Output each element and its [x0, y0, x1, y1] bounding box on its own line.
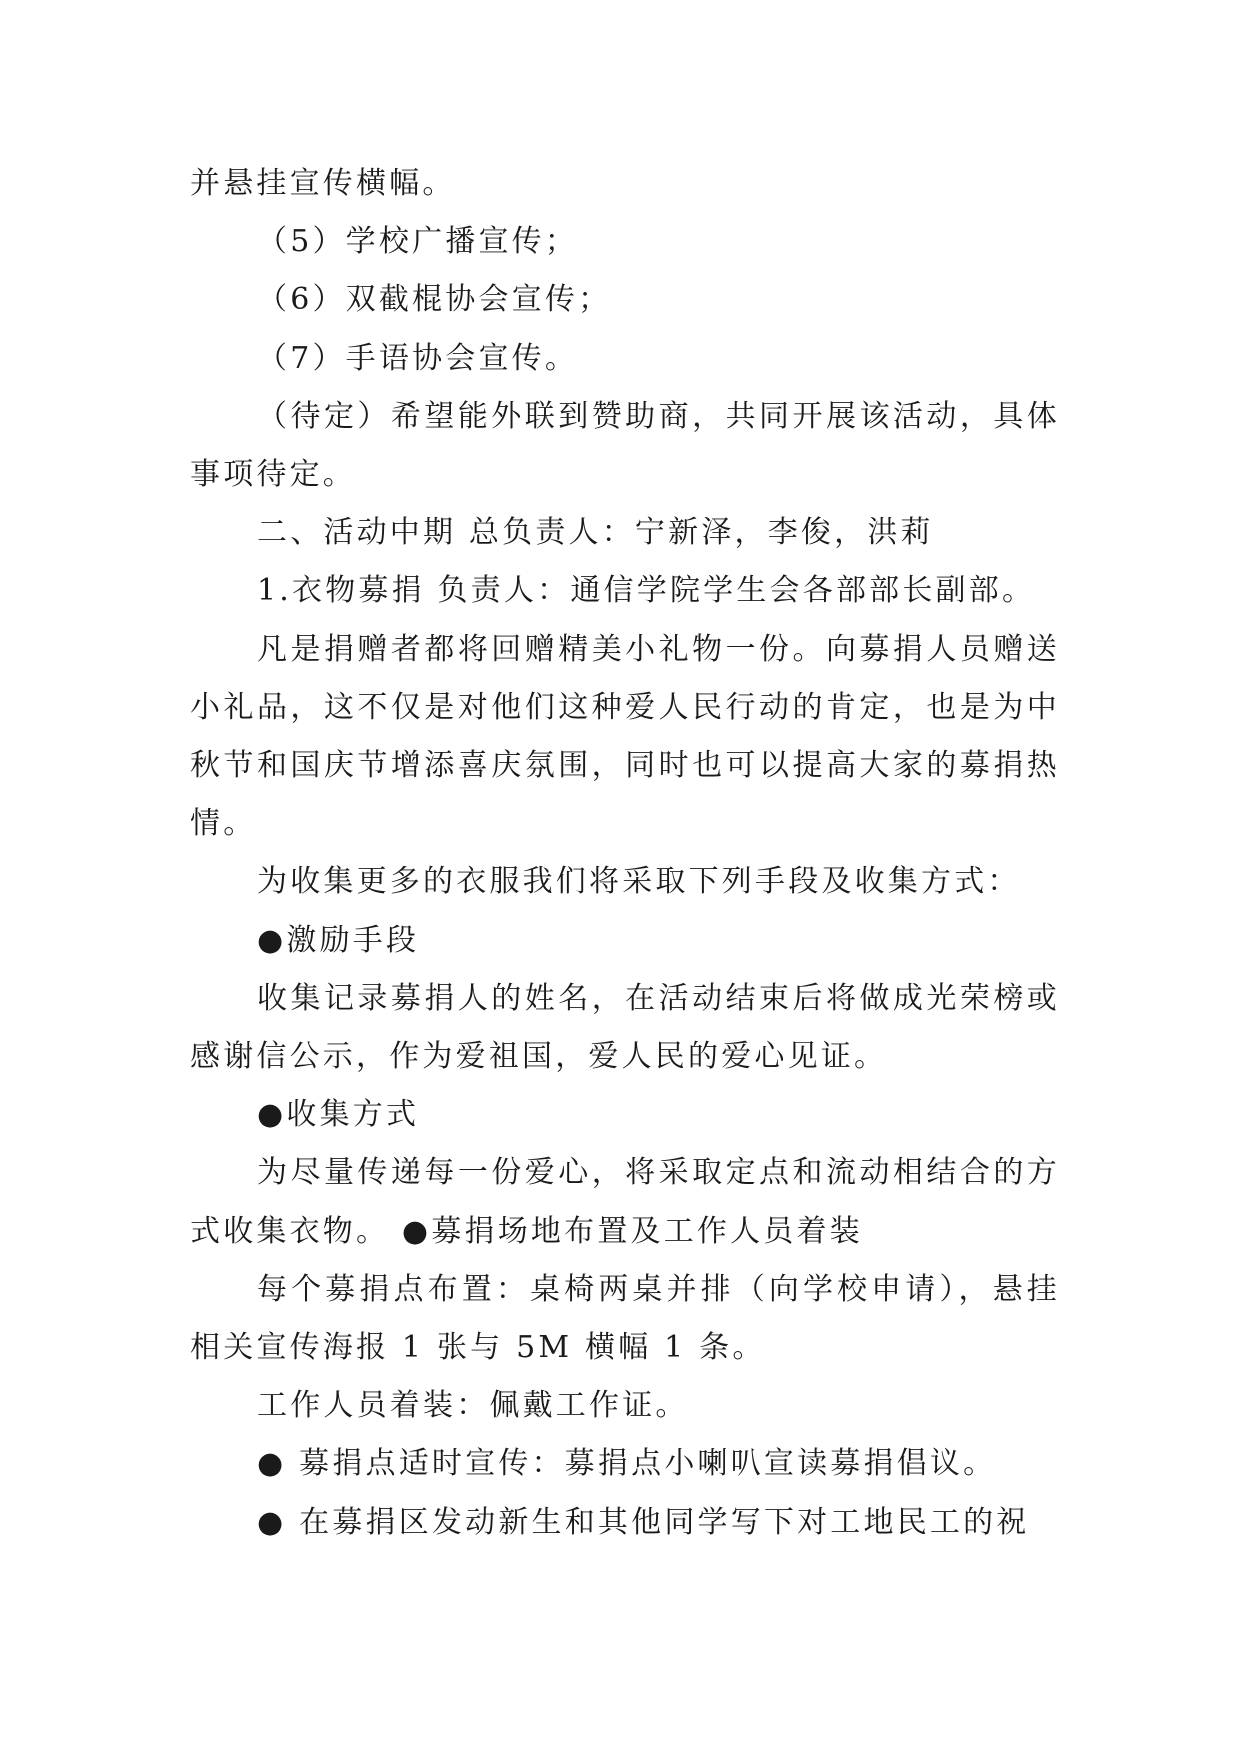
- section-heading-mid-activity: 二、活动中期 总负责人：宁新泽，李俊，洪莉: [257, 515, 934, 551]
- paragraph-gift-return: 凡是捐赠者都将回赠精美小礼物一份。向募捐人员赠送小礼品，这不仅是对他们这种爱人民行动的肯定，也是为中秋节和国庆节增添喜庆氛围，同时也可以提高大家的募捐热情。: [190, 631, 1060, 842]
- bullet-collection-method: ●收集方式: [257, 1097, 420, 1133]
- paragraph-collection-intro: 为收集更多的衣服我们将采取下列手段及收集方式：: [257, 864, 1021, 900]
- bullet-timely-promotion: ● 募捐点适时宣传：募捐点小喇叭宣读募捐倡议。: [257, 1446, 997, 1482]
- paragraph-school-broadcast: （5）学校广播宣传；: [257, 224, 579, 260]
- document-body: [190, 155, 1060, 1552]
- paragraph-nunchaku-association: （6）双截棍协会宣传；: [257, 282, 612, 318]
- paragraph-banner-continuation: 并悬挂宣传横幅。: [190, 166, 456, 201]
- paragraph-sponsor-pending: （待定）希望能外联到赞助商，共同开展该活动，具体事项待定。: [190, 398, 1060, 493]
- paragraph-donation-point-layout: 每个募捐点布置：桌椅两桌并排（向学校申请），悬挂相关宣传海报 1 张与 5M 横幅 1 条。: [190, 1271, 1060, 1366]
- paragraph-sign-language-association: （7）手语协会宣传。: [257, 340, 579, 376]
- subheading-clothing-donation: 1.衣物募捐 负责人：通信学院学生会各部部长副部。: [257, 573, 1036, 609]
- paragraph-staff-attire: 工作人员着装：佩戴工作证。: [257, 1388, 689, 1424]
- paragraph-fixed-mobile-collection: 为尽量传递每一份爱心，将采取定点和流动相结合的方式收集衣物。 ●募捐场地布置及工作人员着装: [190, 1155, 1060, 1249]
- bullet-write-wishes: ● 在募捐区发动新生和其他同学写下对工地民工的祝: [257, 1504, 1030, 1540]
- bullet-incentive-means: ●激励手段: [257, 922, 420, 958]
- paragraph-honor-roll: 收集记录募捐人的姓名，在活动结束后将做成光荣榜或感谢信公示，作为爱祖国，爱人民的爱心见证。: [190, 980, 1060, 1075]
